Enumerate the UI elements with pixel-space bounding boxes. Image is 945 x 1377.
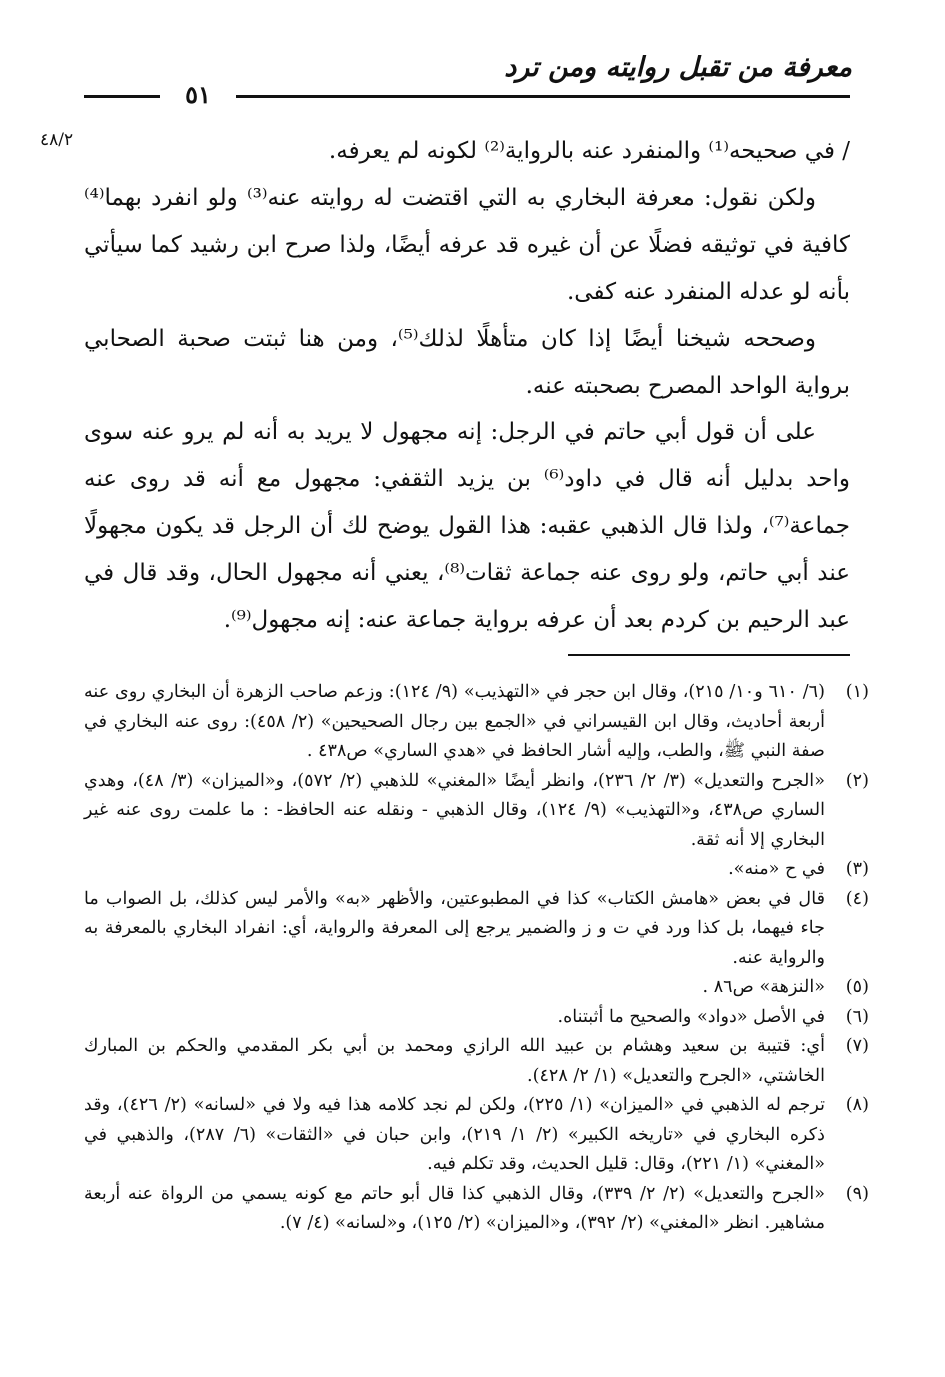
footnote-number: (٢) bbox=[845, 770, 869, 791]
footnote bbox=[84, 885, 869, 974]
footnote-text: قال في بعض «هامش الكتاب» كذا في المطبوعتين، والأظهر «به» والأمر ليس كذلك، بل الصواب ما جاء فيهما، بل كذا ورد في ت و ز والضمير يرجع إلى المعرفة والرواية، أي: انفراد البخاري بالمعرفة به والرواية عنه. bbox=[84, 888, 825, 968]
footnote-number: (٥) bbox=[845, 977, 869, 997]
paragraph: ولكن نقول: معرفة البخاري به التي اقتضت له روايته عنه⁽³⁾ ولو انفرد بهما⁽⁴⁾ كافية في توثيقه فضلًا عن أن غيره قد عرفه أيضًا، ولذا صرح ابن رشيد كما سيأتي بأنه لو عدله المنفرد عنه كفى. bbox=[84, 184, 850, 305]
running-header-title: معرفة من تقبل روايته ومن ترد bbox=[504, 52, 852, 83]
footnote-number: (١) bbox=[845, 682, 869, 702]
footnote-text: في ح «منه». bbox=[728, 859, 825, 879]
footnotes bbox=[84, 678, 869, 1239]
footnote bbox=[84, 1032, 869, 1091]
main-text bbox=[84, 128, 850, 644]
footnote-text: أي: قتيبة بن سعيد وهشام بن عبيد الله الرازي ومحمد بن أبي بكر المقدمي والحكم بن المبارك الخاشتي، «الجرح والتعديل» (١/ ٢/ ٤٢٨). bbox=[84, 1036, 825, 1086]
footnote bbox=[84, 1003, 869, 1033]
footnote-text: في الأصل «دواد» والصحيح ما أثبتناه. bbox=[557, 1006, 825, 1027]
paragraph: / في صحيحه⁽¹⁾ والمنفرد عنه بالرواية⁽²⁾ لكونه لم يعرفه. bbox=[328, 138, 850, 164]
footnote-text: «النزهة» ص٨٦ . bbox=[702, 977, 825, 997]
footnote bbox=[84, 1091, 869, 1180]
footnote-number: (٩) bbox=[845, 1183, 869, 1204]
footnote-number: (٧) bbox=[845, 1036, 869, 1056]
footnote-number: (٣) bbox=[845, 859, 869, 879]
footnote bbox=[84, 1180, 869, 1239]
footnote-separator bbox=[568, 654, 850, 656]
footnote-number: (٦) bbox=[845, 1006, 869, 1027]
footnote bbox=[84, 855, 869, 885]
footnote bbox=[84, 973, 869, 1003]
footnote-text: (٦/ ٦١٠ و١٠/ ٢١٥)، وقال ابن حجر في «التهذيب» (٩/ ١٢٤): وزعم صاحب الزهرة أن البخاري روى عنه أربعة أحاديث، وقال ابن القيسراني في «الجمع بين رجال الصحيحين» (٢/ ٤٥٨): روى عنه البخاري في صفة النبي ﷺ، والطب، وإليه أشار الحافظ في «هدي الساري» ص٤٣٨ . bbox=[84, 682, 825, 761]
paragraph: على أن قول أبي حاتم في الرجل: إنه مجهول لا يريد به أنه لم يرو عنه سوى واحد بدليل أنه قال في داود⁽⁶⁾ بن يزيد الثقفي: مجهول مع أنه قد روى عنه جماعة⁽⁷⁾، ولذا قال الذهبي عقبه: هذا القول يوضح لك أن الرجل قد يكون مجهولًا عند أبي حاتم، ولو روى عنه جماعة ثقات⁽⁸⁾، يعني أنه مجهول الحال، وقد قال في عبد الرحيم بن كردم بعد أن عرفه برواية جماعة عنه: إنه مجهول⁽⁹⁾. bbox=[84, 419, 850, 634]
footnote-text: «الجرح والتعديل» (٢/ ٢/ ٣٣٩)، وقال الذهبي كذا قال أبو حاتم مع كونه يسمي من الرواة عنه أربعة مشاهير. انظر «المغني» (٢/ ٣٩٢)، و«الميزان» (٢/ ١٢٥)، و«لسانه» (٤/ ٧). bbox=[84, 1183, 826, 1233]
footnote-text: «الجرح والتعديل» (٣/ ٢/ ٢٣٦)، وانظر أيضًا «المغني» للذهبي (٢/ ٥٧٢)، و«الميزان» (٣/ ٤٨)، وهدي الساري ص٤٣٨، و«التهذيب» (٩/ ١٢٤)، وقال الذهبي - ونقله عنه الحافظ- : ما علمت روى عنه غير البخاري إلا أنه ثقة. bbox=[84, 770, 825, 850]
paragraph: وصححه شيخنا أيضًا إذا كان متأهلًا لذلك⁽⁵⁾، ومن هنا ثبتت صحبة الصحابي برواية الواحد المصرح بصحبته عنه. bbox=[84, 325, 850, 399]
margin-note: ٤٨/٢ bbox=[40, 130, 74, 150]
footnote-number: (٤) bbox=[845, 888, 869, 909]
footnote-number: (٨) bbox=[845, 1095, 869, 1115]
footnote-text: ترجم له الذهبي في «الميزان» (١/ ٢٢٥)، ولكن لم نجد كلامه هذا فيه ولا في «لسانه» (٢/ ٤٢٦)، وقد ذكره البخاري في «تاريخه الكبير» (٢/ ١/ ٢١٩)، وابن حبان في «الثقات» (٦/ ٢٨٧)، والذهبي في «المغني» (١/ ٢٢١)، وقال: قليل الحديث، وقد تكلم فيه. bbox=[84, 1095, 825, 1174]
page-number: ٥١ bbox=[160, 80, 236, 110]
footnote bbox=[84, 767, 869, 856]
footnote bbox=[84, 678, 869, 767]
